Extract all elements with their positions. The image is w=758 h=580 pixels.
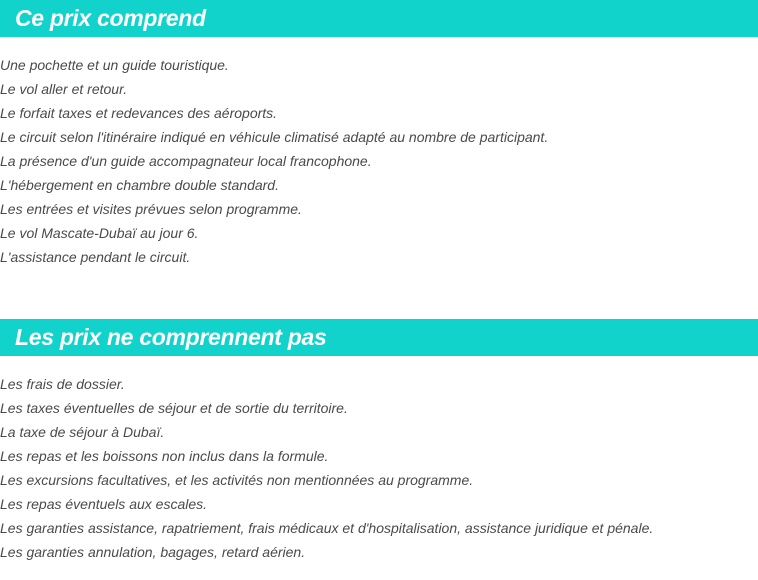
excluded-item: Les repas et les boissons non inclus dans la formule. (0, 448, 329, 464)
included-item: La présence d'un guide accompagnateur local francophone. (0, 153, 372, 169)
included-item: Une pochette et un guide touristique. (0, 57, 229, 73)
included-item: Les entrées et visites prévues selon programme. (0, 201, 302, 217)
excluded-item: Les garanties annulation, bagages, retard aérien. (0, 544, 306, 560)
included-items-list (0, 53, 548, 269)
included-item: L'hébergement en chambre double standard. (0, 177, 279, 193)
excluded-items-list (0, 372, 653, 564)
included-item: Le forfait taxes et redevances des aéroports. (0, 105, 278, 121)
included-section-header (0, 0, 758, 37)
excluded-item: Les excursions facultatives, et les activités non mentionnées au programme. (0, 472, 474, 488)
excluded-item: La taxe de séjour à Dubaï. (0, 424, 165, 440)
excluded-item: Les repas éventuels aux escales. (0, 496, 208, 512)
excluded-item: Les taxes éventuelles de séjour et de sortie du territoire. (0, 400, 348, 416)
excluded-section-title: Les prix ne comprennent pas (15, 324, 327, 350)
included-item: Le vol Mascate-Dubaï au jour 6. (0, 225, 199, 241)
included-item: L'assistance pendant le circuit. (0, 249, 191, 265)
excluded-section-header (0, 319, 758, 356)
excluded-item: Les garanties assistance, rapatriement, frais médicaux et d'hospitalisation, assistance juridique et pénale. (0, 520, 654, 536)
included-item: Le circuit selon l'itinéraire indiqué en véhicule climatisé adapté au nombre de participant. (0, 129, 549, 145)
included-section-title: Ce prix comprend (15, 5, 206, 31)
excluded-item: Les frais de dossier. (0, 376, 125, 392)
included-item: Le vol aller et retour. (0, 81, 128, 97)
